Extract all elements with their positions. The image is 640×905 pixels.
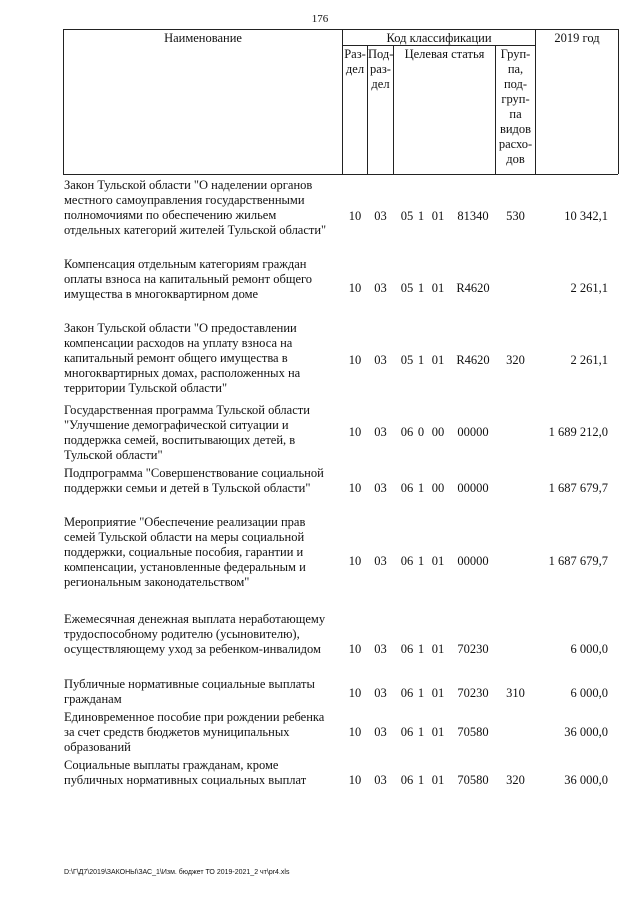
- row-podrazdel: 03: [374, 425, 387, 439]
- header-target: Целевая статья: [404, 47, 485, 61]
- row-target-3: 01: [431, 353, 445, 367]
- row-group: 530: [506, 209, 525, 223]
- row-target-4: 70230: [457, 686, 489, 700]
- row-target-3: 01: [431, 281, 445, 295]
- row-razdel: 10: [348, 642, 362, 656]
- row-target-1: 06: [400, 725, 414, 739]
- row-target-2: 1: [417, 481, 425, 495]
- row-target-3: 01: [431, 773, 445, 787]
- row-amount: 1 687 679,7: [548, 554, 608, 568]
- row-target-2: 0: [417, 425, 425, 439]
- row-target-3: 00: [431, 481, 445, 495]
- row-razdel: 10: [348, 773, 362, 787]
- header-year: 2019 год: [554, 31, 600, 45]
- row-target-1: 06: [400, 686, 414, 700]
- row-target-2: 1: [417, 686, 425, 700]
- row-podrazdel: 03: [374, 281, 387, 295]
- row-target-4: 00000: [457, 554, 489, 568]
- row-target-4: 00000: [457, 425, 489, 439]
- row-razdel: 10: [348, 686, 362, 700]
- row-name: Закон Тульской области "О предоставлении компенсации расходов на уплату взноса на капитальный ремонт общего имущества в многоквартирных домах, расположенных на территории Тульской области": [64, 321, 301, 395]
- row-amount: 1 689 212,0: [548, 425, 608, 439]
- row-target-4: 81340: [457, 209, 489, 223]
- row-target-1: 05: [400, 353, 414, 367]
- row-podrazdel: 03: [374, 209, 387, 223]
- row-target-3: 00: [431, 425, 445, 439]
- row-name: Государственная программа Тульской области "Улучшение демографической ситуации и поддержка семей, воспитывающих детей, в Тульской области": [64, 403, 310, 462]
- row-amount: 36 000,0: [564, 773, 608, 787]
- row-group: 320: [506, 773, 525, 787]
- row-target-2: 1: [417, 281, 425, 295]
- header-name: Наименование: [164, 31, 242, 45]
- row-target-1: 06: [400, 554, 414, 568]
- row-podrazdel: 03: [374, 481, 387, 495]
- row-target-2: 1: [417, 773, 425, 787]
- header-code: Код классификации: [386, 31, 492, 45]
- row-podrazdel: 03: [374, 642, 387, 656]
- row-amount: 1 687 679,7: [548, 481, 608, 495]
- row-podrazdel: 03: [374, 686, 387, 700]
- row-target-3: 01: [431, 209, 445, 223]
- row-podrazdel: 03: [374, 725, 387, 739]
- row-target-4: R4620: [456, 353, 490, 367]
- row-target-2: 1: [417, 353, 425, 367]
- row-name: Компенсация отдельным категориям граждан оплаты взноса на капитальный ремонт общего имущества в многоквартирном доме: [64, 257, 313, 301]
- header-group: Груп- па, под- груп- па видов расхо- дов: [498, 47, 533, 166]
- row-razdel: 10: [348, 725, 362, 739]
- row-name: Ежемесячная денежная выплата неработающему трудоспособному родителю (усыновителю), осуществляющему уход за ребенком-инвалидом: [64, 612, 326, 656]
- row-target-2: 1: [417, 209, 425, 223]
- row-target-1: 06: [400, 773, 414, 787]
- row-target-3: 01: [431, 554, 445, 568]
- row-razdel: 10: [348, 425, 362, 439]
- row-target-4: 70580: [457, 725, 489, 739]
- row-podrazdel: 03: [374, 773, 387, 787]
- file-path-footer: D:\Г\Д7\2019\ЗАКОНЫ\ЗАС_1\Изм. бюджет ТО 2019-2021_2 чт\pr4.xls: [64, 869, 290, 876]
- row-razdel: 10: [348, 353, 362, 367]
- row-name: Мероприятие "Обеспечение реализации прав семей Тульской области на меры социальной поддержки, социальные пособия, гарантии и компенсации, установленные федеральным и региональным законодательством": [64, 515, 306, 589]
- header-razdel: Раз- дел: [344, 47, 366, 76]
- row-name: Подпрограмма "Совершенствование социальной поддержки семьи и детей в Тульской области": [64, 466, 324, 495]
- row-name: Социальные выплаты гражданам, кроме публичных нормативных социальных выплат: [64, 758, 307, 787]
- row-target-1: 05: [400, 209, 414, 223]
- row-amount: 2 261,1: [570, 353, 608, 367]
- row-target-1: 06: [400, 481, 414, 495]
- row-razdel: 10: [348, 554, 362, 568]
- row-target-2: 1: [417, 554, 425, 568]
- row-name: Единовременное пособие при рождении ребенка за счет средств бюджетов муниципальных образований: [64, 710, 325, 754]
- row-group: 310: [506, 686, 525, 700]
- row-target-1: 05: [400, 281, 414, 295]
- row-podrazdel: 03: [374, 353, 387, 367]
- row-group: 320: [506, 353, 525, 367]
- row-amount: 6 000,0: [570, 686, 608, 700]
- row-podrazdel: 03: [374, 554, 387, 568]
- row-amount: 10 342,1: [564, 209, 608, 223]
- row-target-2: 1: [417, 642, 425, 656]
- page-number: 176: [311, 13, 329, 25]
- header-podrazdel: Под- раз- дел: [368, 47, 394, 91]
- row-target-1: 06: [400, 642, 414, 656]
- row-target-3: 01: [431, 725, 445, 739]
- row-target-4: R4620: [456, 281, 490, 295]
- row-target-3: 01: [431, 686, 445, 700]
- row-name: Закон Тульской области "О наделении органов местного самоуправления государственными полномочиями по обеспечению жильем отдельных категорий жителей Тульской области": [64, 178, 327, 237]
- row-amount: 6 000,0: [570, 642, 608, 656]
- row-razdel: 10: [348, 281, 362, 295]
- row-amount: 36 000,0: [564, 725, 608, 739]
- row-target-1: 06: [400, 425, 414, 439]
- row-name: Публичные нормативные социальные выплаты гражданам: [64, 677, 315, 706]
- row-razdel: 10: [348, 481, 362, 495]
- row-target-4: 00000: [457, 481, 489, 495]
- row-amount: 2 261,1: [570, 281, 608, 295]
- row-target-3: 01: [431, 642, 445, 656]
- row-razdel: 10: [348, 209, 362, 223]
- row-target-4: 70580: [457, 773, 489, 787]
- row-target-4: 70230: [457, 642, 489, 656]
- row-target-2: 1: [417, 725, 425, 739]
